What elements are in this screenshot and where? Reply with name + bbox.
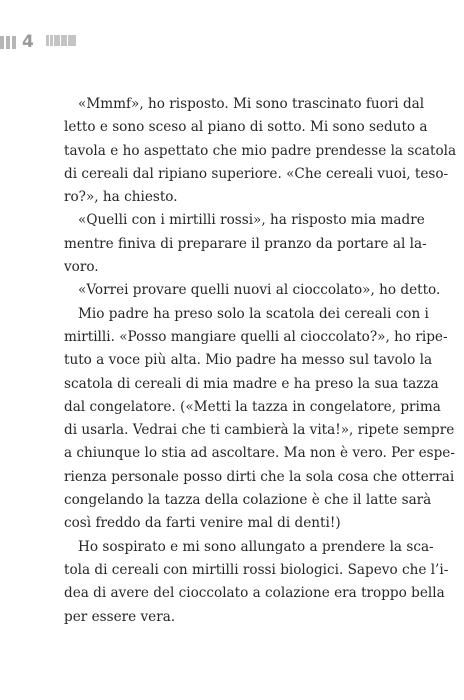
text-line: congelando la tazza della colazione è che il latte sarà: [64, 492, 432, 509]
text-line: a chiunque lo stia ad ascoltare. Ma non è vero. Per espe-: [64, 445, 455, 462]
publisher-logo-icon: [46, 35, 76, 46]
text-line: mentre finiva di preparare il pranzo da portare al la-: [64, 235, 427, 252]
text-line: Ho sospirato e mi sono allungato a prendere la sca-: [78, 538, 434, 555]
header-bar: [0, 36, 4, 49]
paragraph: [64, 303, 455, 536]
text-line: di cereali dal ripiano superiore. «Che cereali vuoi, teso-: [64, 165, 449, 182]
text-line: «Vorrei provare quelli nuovi al cioccolato», ho detto.: [78, 282, 441, 299]
text-line: dea di avere del cioccolato a colazione era troppo bella: [64, 585, 445, 602]
text-line: tuto a voce più alta. Mio padre ha messo sul tavolo la: [64, 352, 433, 369]
text-line: «Quelli con i mirtilli rossi», ha risposto mia madre: [78, 212, 425, 229]
text-line: così freddo da farti venire mal di denti!): [64, 515, 341, 532]
paragraph: [64, 536, 449, 629]
body-text: [64, 93, 457, 629]
text-line: tavola e ho aspettato che mio padre prendesse la scatola: [64, 142, 457, 159]
text-line: Mio padre ha preso solo la scatola dei cereali con i: [78, 305, 429, 322]
paragraph: [64, 209, 427, 279]
header-bar: [12, 36, 16, 49]
paragraph: [64, 279, 441, 302]
header-decoration-bars: [0, 36, 18, 49]
text-line: di usarla. Vedrai che ti cambierà la vita!», ripete sempre: [64, 422, 455, 439]
text-line: rienza personale posso dirti che la sola cosa che otterrai: [64, 468, 455, 485]
text-line: tola di cereali con mirtilli rossi biologici. Sapevo che l’i-: [64, 561, 449, 578]
page-header: [0, 31, 76, 53]
paragraph: [64, 93, 457, 209]
text-line: «Mmmf», ho risposto. Mi sono trascinato fuori dal: [78, 96, 425, 112]
text-line: letto e sono sceso al piano di sotto. Mi sono seduto a: [64, 119, 428, 136]
publisher-logo-icon: [46, 31, 76, 53]
text-line: voro.: [64, 259, 99, 276]
text-line: dal congelatore. («Metti la tazza in congelatore, prima: [64, 398, 441, 415]
text-line: scatola di cereali di mia madre e ha preso la sua tazza: [64, 375, 439, 392]
text-line: mirtilli. «Posso mangiare quelli al cioccolato?», ho ripe-: [64, 328, 448, 345]
text-line: ro?», ha chiesto.: [64, 189, 178, 206]
header-bar: [6, 36, 10, 49]
page-number: 4: [22, 32, 34, 52]
text-line: per essere vera.: [64, 608, 176, 625]
